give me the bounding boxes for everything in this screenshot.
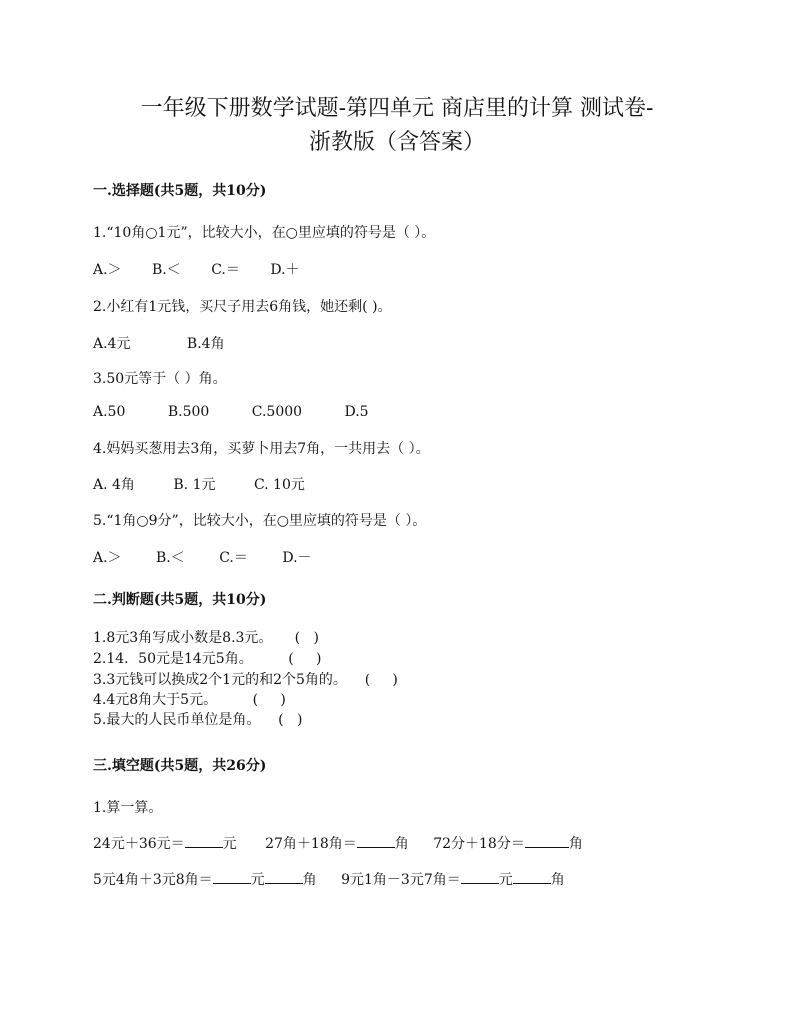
fill-item-prefix: 27角＋18角＝ [265,836,357,852]
fill-item-unit: 元 [222,836,237,852]
fill-item-prefix: 9元1角－3元7角＝ [341,872,461,888]
tf-question-2: 2.14．50元是14元5角。 ( ) [93,651,322,667]
fill-item-unit: 角 [394,836,409,852]
fill-item-prefix: 5元4角＋3元8角＝ [93,872,213,888]
section-heading-multiple-choice: 一.选择题(共5题，共10分) [93,183,267,199]
fill-item [93,836,241,852]
option-a[interactable]: A.＞ [93,262,122,278]
option-d[interactable]: D.－ [282,550,312,566]
page-title-line-2: 浙教版（含答案） [308,130,485,155]
question-5: 5.“1角○9分”，比较大小，在○里应填的符号是（ ）。 [93,513,427,529]
fill-item-unit: 元 [498,872,513,888]
fill-item-unit: 角 [550,872,565,888]
section-heading-true-false: 二.判断题(共5题，共10分) [93,592,267,608]
option-a[interactable]: A.＞ [93,550,122,566]
option-d[interactable]: D.＋ [270,262,300,278]
question-1-options [93,259,326,279]
question-5-options [93,547,338,567]
question-3: 3.50元等于（ ）角。 [93,371,227,387]
fill-item [93,872,321,888]
option-a[interactable]: A.50 [93,404,126,420]
option-d[interactable]: D.5 [344,404,369,420]
tf-question-4: 4.4元8角大于5元。 ( ) [93,692,286,708]
fill-item [265,836,413,852]
option-b[interactable]: B.500 [167,404,210,420]
option-c[interactable]: C.5000 [251,404,303,420]
question-1: 1.“10角○1元”，比较大小，在○里应填的符号是（ ）。 [93,225,436,241]
option-a[interactable]: A. 4角 [93,477,135,493]
tf-question-5: 5.最大的人民币单位是角。 ( ) [93,712,303,728]
option-b[interactable]: B.＜ [152,262,181,278]
fill-item [433,836,583,852]
fill-item-unit: 角 [568,836,583,852]
fill-item [341,872,565,888]
answer-blank[interactable] [357,833,395,848]
fill-item-unit: 角 [302,872,317,888]
question-4: 4.妈妈买葱用去3角，买萝卜用去7角，一共用去（ ）。 [93,441,430,457]
answer-blank[interactable] [185,833,223,848]
option-b[interactable]: B.＜ [156,550,185,566]
fill-question-1: 1.算一算。 [93,800,163,816]
fill-row-1 [93,833,583,853]
option-c[interactable]: C. 10元 [253,477,305,493]
answer-blank[interactable] [525,833,569,848]
fill-item-prefix: 24元＋36元＝ [93,836,185,852]
section-heading-fill-in: 三.填空题(共5题，共26分) [93,758,267,774]
option-c[interactable]: C.＝ [219,550,248,566]
fill-row-2 [93,869,565,889]
answer-blank[interactable] [213,869,251,884]
question-2: 2.小红有1元钱，买尺子用去6角钱，她还剩( )。 [93,299,392,315]
question-2-options [93,333,251,353]
option-b[interactable]: B.4角 [186,336,225,352]
option-b[interactable]: B. 1元 [173,477,216,493]
tf-question-1: 1.8元3角写成小数是8.3元。 ( ) [93,630,319,646]
fill-item-unit: 元 [250,872,265,888]
tf-question-3: 3.3元钱可以换成2个1元的和2个5角的。 ( ) [93,672,398,688]
option-a[interactable]: A.4元 [93,336,131,352]
option-c[interactable]: C.＝ [211,262,240,278]
question-4-options [93,474,331,494]
question-3-options [93,404,395,420]
answer-blank[interactable] [513,869,551,884]
page-title-line-1: 一年级下册数学试题-第四单元 商店里的计算 测试卷- [140,96,654,121]
fill-item-prefix: 72分＋18分＝ [433,836,525,852]
answer-blank[interactable] [461,869,499,884]
answer-blank[interactable] [265,869,303,884]
